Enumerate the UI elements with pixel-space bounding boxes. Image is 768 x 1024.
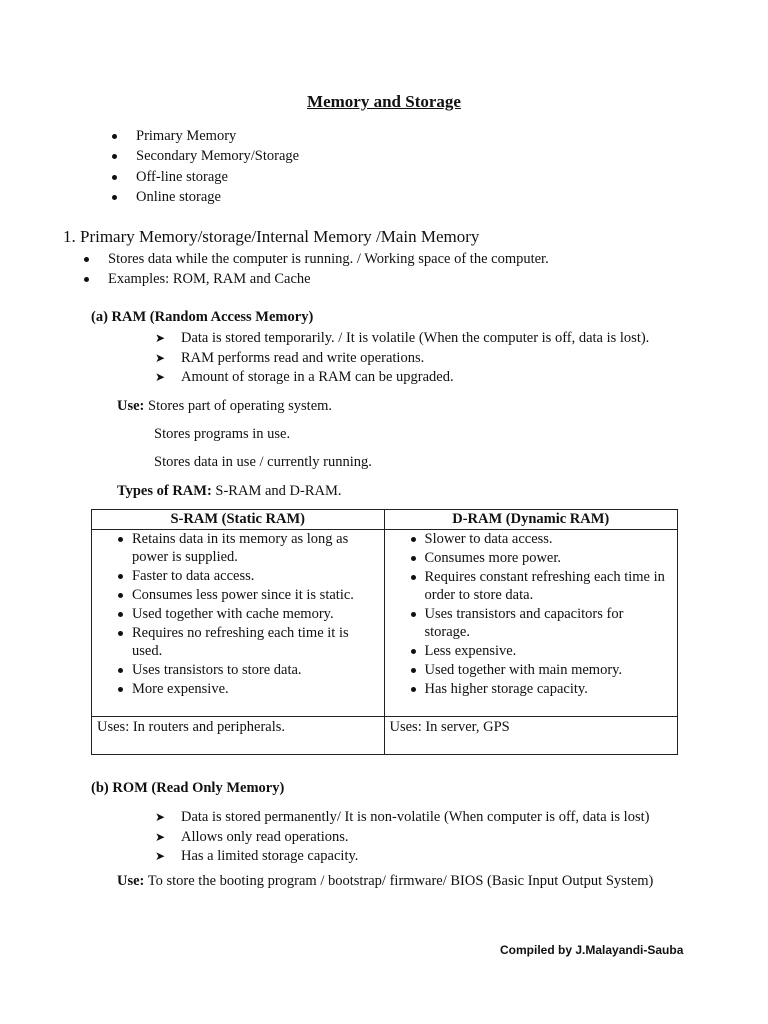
list-item: Off-line storage — [108, 167, 299, 187]
rom-use-label: Use: — [117, 873, 145, 889]
list-item: Secondary Memory/Storage — [108, 146, 299, 166]
list-item: ➤ Allows only read operations. — [155, 828, 649, 848]
list-item: Retains data in its memory as long as power is supplied. — [92, 530, 378, 567]
primary-memory-list — [80, 249, 549, 290]
ram-heading: (a) RAM (Random Access Memory) — [91, 309, 314, 325]
list-item: ➤ Has a limited storage capacity. — [155, 847, 649, 867]
list-item: Slower to data access. — [385, 530, 672, 548]
sram-cell — [92, 530, 385, 717]
dram-cell — [384, 530, 678, 717]
list-item: Examples: ROM, RAM and Cache — [80, 269, 549, 289]
list-item: Uses transistors to store data. — [92, 661, 378, 679]
list-item: ➤ Data is stored temporarily. / It is volatile (When the computer is off, data is lost). — [155, 329, 649, 349]
list-item: Requires constant refreshing each time in order to store data. — [385, 568, 672, 605]
list-item: Used together with main memory. — [385, 661, 672, 679]
memory-types-list — [108, 126, 299, 208]
ram-use-line: Stores programs in use. — [154, 426, 291, 442]
table-header-row — [92, 510, 678, 530]
rom-use-line — [117, 873, 653, 890]
primary-memory-heading: 1. Primary Memory/storage/Internal Memory /Main Memory — [63, 227, 480, 246]
ram-types-line — [117, 483, 341, 500]
sram-uses-cell: Uses: In routers and peripherals. — [92, 717, 385, 755]
ram-use-line — [117, 398, 332, 415]
list-item: ➤ Data is stored permanently/ It is non-volatile (When computer is off, data is lost) — [155, 808, 649, 828]
table-header-sram: S-RAM (Static RAM) — [92, 510, 385, 530]
dram-uses-cell: Uses: In server, GPS — [384, 717, 678, 755]
list-item: Less expensive. — [385, 642, 672, 660]
table-row — [92, 717, 678, 755]
list-item: More expensive. — [92, 680, 378, 698]
ram-use-line: Stores data in use / currently running. — [154, 454, 372, 470]
table-row — [92, 530, 678, 717]
ram-use-label: Use: — [117, 398, 145, 414]
ram-points-list — [155, 329, 649, 388]
list-item: Consumes more power. — [385, 549, 672, 567]
list-item: Requires no refreshing each time it is used. — [92, 624, 378, 661]
list-item: Faster to data access. — [92, 567, 378, 585]
rom-use-text: To store the booting program / bootstrap/ firmware/ BIOS (Basic Input Output System) — [147, 873, 654, 889]
list-item: ➤ RAM performs read and write operations. — [155, 349, 649, 369]
rom-heading: (b) ROM (Read Only Memory) — [91, 780, 285, 796]
list-item: Primary Memory — [108, 126, 299, 146]
ram-comparison-table — [91, 509, 678, 755]
ram-types-label: Types of RAM: — [117, 483, 212, 499]
list-item: Stores data while the computer is running. / Working space of the computer. — [80, 249, 549, 269]
list-item: Used together with cache memory. — [92, 605, 378, 623]
list-item: Online storage — [108, 187, 299, 207]
list-item: ➤ Amount of storage in a RAM can be upgraded. — [155, 368, 649, 388]
table-header-dram: D-RAM (Dynamic RAM) — [384, 510, 678, 530]
list-item: Has higher storage capacity. — [385, 680, 672, 698]
footer-credit: Compiled by J.Malayandi-Sauba — [500, 943, 684, 957]
list-item: Uses transistors and capacitors for storage. — [385, 605, 672, 642]
page-title: Memory and Storage — [307, 92, 461, 111]
ram-types-text: S-RAM and D-RAM. — [215, 483, 342, 499]
rom-points-list — [155, 808, 649, 867]
list-item: Consumes less power since it is static. — [92, 586, 378, 604]
ram-use-text: Stores part of operating system. — [148, 398, 333, 414]
